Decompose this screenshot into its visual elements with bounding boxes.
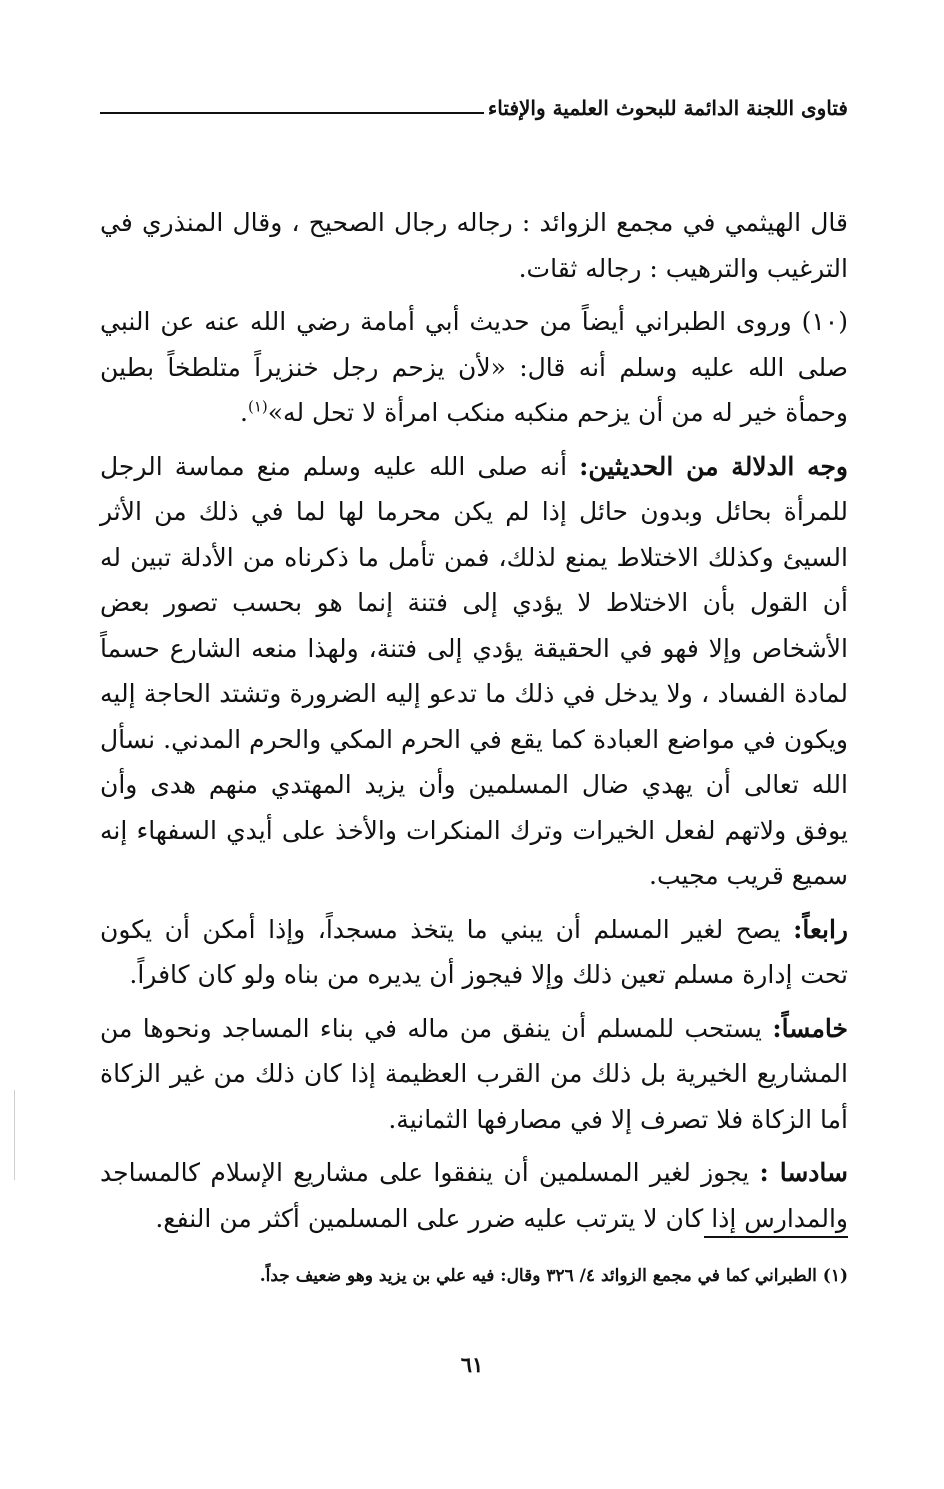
fifth-heading: خامساً:	[772, 1013, 848, 1043]
paragraph-fourth	[100, 907, 848, 998]
paragraph-haythami: قال الهيثمي في مجمع الزوائد : رجاله رجال الصحيح ، وقال المنذري في الترغيب والترهيب : رجاله ثقات.	[100, 208, 848, 283]
sixth-text: يجوز لغير المسلمين أن ينفقوا على مشاريع الإسلام كالمساجد والمدارس إذا كان لا يترتب عليه ضرر على المسلمين أكثر من النفع.	[100, 1158, 848, 1233]
page-number: ٦١	[460, 1352, 484, 1377]
fifth-text: يستحب للمسلم أن ينفق من ماله في بناء المساجد ونحوها من المشاريع الخيرية بل ذلك من القرب العظيمة إذا كان ذلك من غير الزكاة أما الزكاة فلا تصرف إلا في مصارفها الثمانية.	[100, 1013, 848, 1134]
fourth-heading: رابعاً:	[793, 914, 848, 944]
evidence-heading: وجه الدلالة من الحديثين:	[579, 451, 848, 481]
hadith-10-text: (١٠) وروى الطبراني أيضاً من حديث أبي أمامة رضي الله عنه عن النبي صلى الله عليه وسلم أنه قال: «لأن يزحم رجل خنزيراً متلطخاً بطين وحمأة خير له من أن يزحم منكبه منكب امرأة لا تحل له»	[100, 307, 848, 427]
sixth-heading: سادسا :	[759, 1158, 848, 1187]
paragraph-evidence	[100, 444, 848, 899]
header-rule	[100, 112, 484, 114]
footnote-divider	[704, 1236, 848, 1238]
evidence-text: أنه صلى الله عليه وسلم منع مماسة الرجل للمرأة بحائل وبدون حائل إذا لم يكن محرما لها لما في ذلك من الأثر السيئ وكذلك الاختلاط يمنع لذلك، فمن تأمل ما ذكرناه من الأدلة تبين له أن القول بأن الاختلاط لا يؤدي إلى فتنة إنما هو بحسب تصور بعض الأشخاص وإلا فهو في الحقيقة يؤدي إلى فتنة، ولهذا منعه الشارع حسماً لمادة الفساد ، ولا يدخل في ذلك ما تدعو إليه الضرورة وتشتد الحاجة إليه ويكون في مواضع العبادة كما يقع في الحرم المكي والحرم المدني. نسأل الله تعالى أن يهدي ضال المسلمين وأن يزيد المهتدي منهم هدى وأن يوفق ولاتهم لفعل الخيرات وترك المنكرات والأخذ على أيدي السفهاء إنه سميع قريب مجيب.	[100, 451, 848, 890]
hadith-10-end: .	[240, 398, 248, 427]
paragraph-hadith-10	[100, 299, 848, 436]
fourth-text: يصح لغير المسلم أن يبني ما يتخذ مسجداً، وإذا أمكن أن يكون تحت إدارة مسلم تعين ذلك وإلا فيجوز أن يديره من بناه ولو كان كافراً.	[100, 914, 848, 989]
footnote: (١) الطبراني كما في مجمع الزوائد ٤/ ٣٢٦ وقال: فيه علي بن يزيد وهو ضعيف جداً.	[259, 1266, 848, 1286]
paragraph-fifth	[100, 1006, 848, 1143]
running-header-title: فتاوى اللجنة الدائمة للبحوث العلمية والإفتاء	[487, 96, 848, 120]
page-crease-mark	[14, 1090, 15, 1180]
footnote-ref: (١)	[247, 397, 268, 416]
running-header	[100, 86, 848, 120]
paragraph-sixth	[100, 1150, 848, 1241]
main-text	[100, 200, 848, 1249]
